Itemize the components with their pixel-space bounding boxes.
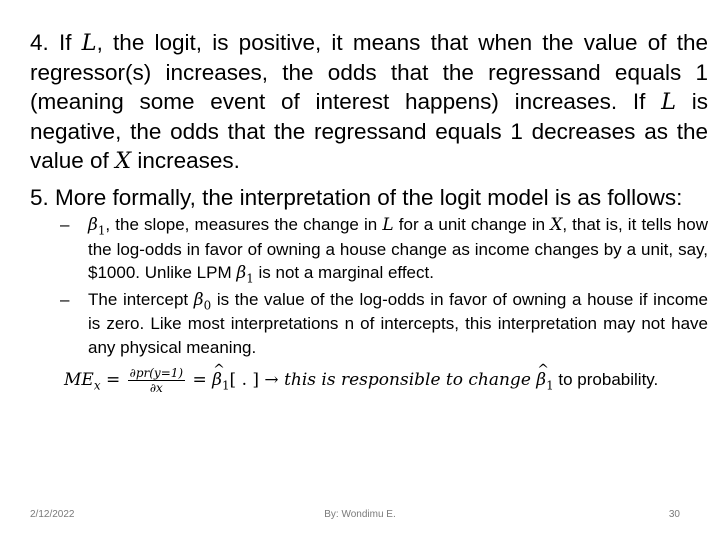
subscript: 1 <box>221 378 230 393</box>
bullet-text: for a unit change in <box>393 215 551 234</box>
symbol-beta-hat: ^ β <box>212 365 222 395</box>
subscript: 1 <box>546 378 554 393</box>
symbol-beta: β <box>193 289 204 310</box>
symbol-L: L <box>661 89 677 115</box>
symbol-beta: β <box>88 215 98 235</box>
footer-author: By: Wondimu E. <box>324 509 396 520</box>
bullet-text: , the slope, measures the change in <box>105 215 383 234</box>
point-5-paragraph: 5. More formally, the interpretation of the logit model is as follows: <box>30 185 683 210</box>
bracket-arrow: [ . ] → <box>229 370 285 390</box>
footer-date: 2/12/2022 <box>30 509 75 520</box>
bullet-slope <box>30 213 708 286</box>
equals-sign: = <box>187 370 213 390</box>
bullet-intercept <box>30 288 708 360</box>
symbol-L: L <box>81 30 97 56</box>
subscript: 1 <box>246 271 254 286</box>
point-4-text: , the logit, is positive, it means that when the value of the regressor(s) increases, the odds that the regressand equals 1 (meaning some event of interest happens) increases. If <box>30 30 708 114</box>
equals-sign: = <box>100 370 126 390</box>
slide-body <box>30 28 708 395</box>
symbol-ME: ME <box>64 370 94 390</box>
subscript: 0 <box>203 297 212 312</box>
subscript: 1 <box>97 223 106 238</box>
footer-page-number: 30 <box>668 509 680 520</box>
bullet-text: The intercept <box>88 289 194 309</box>
dash-bullet: – <box>60 289 70 309</box>
dash-bullet: – <box>60 215 70 234</box>
fraction-denominator: ∂x <box>149 381 163 396</box>
symbol-beta: β <box>236 263 247 283</box>
bullet-text: is the value of the log-odds in favor of owning a house if income is zero. Like most interpretations n of intercepts, this interpretation may not have any physical meaning. <box>88 289 708 357</box>
formula-italic-text: this is responsible to change <box>284 370 537 390</box>
bullet-text: is not a marginal effect. <box>253 263 434 282</box>
marginal-effect-formula <box>30 365 708 395</box>
bullet-text: , that is, it tells how the log-odds in favor of owning a house change as income changes by a unit, say, $1000. Unlike LPM <box>88 215 708 282</box>
point-4-paragraph <box>30 28 708 176</box>
point-4-text: increases. <box>131 148 240 173</box>
derivative-fraction <box>128 366 185 395</box>
fraction-numerator: ∂pr(y=1) <box>129 366 184 381</box>
point-4-text: is negative, the odds that the regressand equals 1 decreases as the value of <box>30 89 709 173</box>
sub-bullet-list <box>30 213 708 359</box>
formula-tail-text: to probability. <box>553 370 659 389</box>
subscript: x <box>93 378 101 393</box>
symbol-L: L <box>382 215 394 235</box>
symbol-X: X <box>550 215 563 235</box>
symbol-beta-hat: ^ β <box>536 365 546 395</box>
symbol-X: X <box>115 148 132 174</box>
point-4-text: 4. If <box>30 30 82 55</box>
